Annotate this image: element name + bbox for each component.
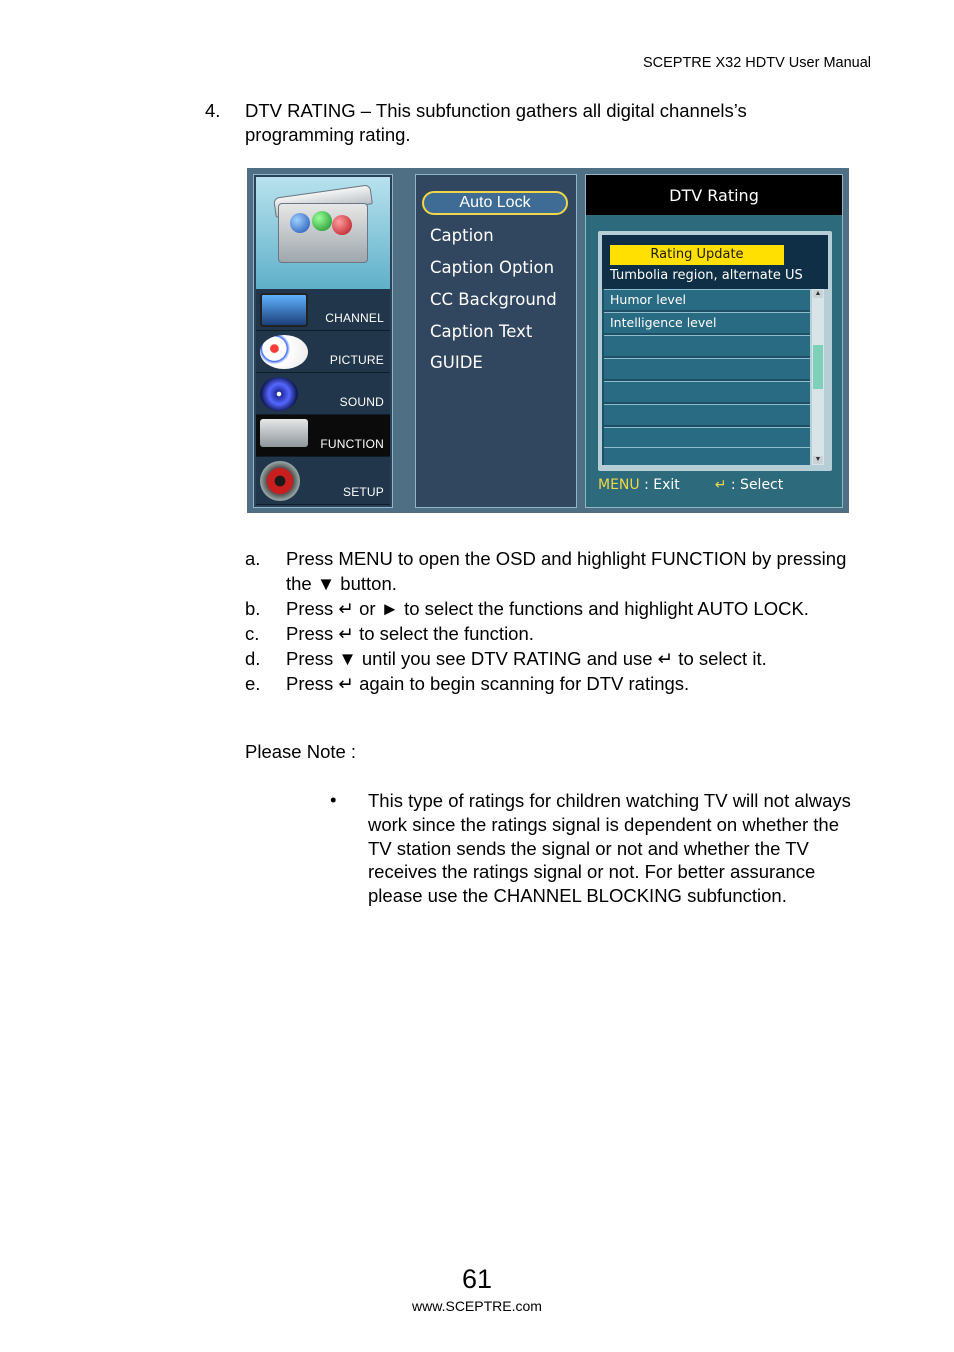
sidebar-item-sound[interactable] xyxy=(256,373,390,415)
rating-row-humor[interactable]: Humor level xyxy=(604,289,810,310)
note-title: Please Note : xyxy=(245,741,357,762)
sidebar-item-label: SETUP xyxy=(342,485,384,499)
speaker-icon xyxy=(260,377,298,411)
rating-scrollbar[interactable] xyxy=(812,289,824,465)
panel-title: DTV Rating xyxy=(586,175,842,215)
menu-item-guide[interactable]: GUIDE xyxy=(430,353,483,372)
sidebar-item-function[interactable] xyxy=(256,415,390,457)
rating-row-empty[interactable] xyxy=(604,404,810,425)
step-item: d. Press ▼ until you see DTV RATING and use ↵ to select it. xyxy=(245,648,767,669)
menu-key-label: MENU xyxy=(598,477,640,493)
manual-title: SCEPTRE X32 HDTV User Manual xyxy=(642,55,871,71)
menu-item-auto-lock[interactable]: Auto Lock xyxy=(422,191,568,215)
osd-sidebar xyxy=(253,174,393,508)
panel-footer xyxy=(598,477,783,493)
region-label: Tumbolia region, alternate US xyxy=(610,268,803,283)
scroll-up-icon[interactable]: ▲ xyxy=(814,290,822,297)
menu-item-cc-background[interactable]: CC Background xyxy=(430,290,557,309)
chest-icon xyxy=(260,419,308,447)
rating-row-empty[interactable] xyxy=(604,358,810,379)
rating-row-empty[interactable] xyxy=(604,447,810,465)
sidebar-item-channel[interactable] xyxy=(256,289,390,331)
scroll-thumb[interactable] xyxy=(813,345,823,389)
dtv-rating-panel xyxy=(585,174,843,508)
menu-item-caption-option[interactable]: Caption Option xyxy=(430,258,555,277)
sidebar-item-label: PICTURE xyxy=(329,353,384,367)
exit-label: : Exit xyxy=(644,477,680,493)
bullet-icon: • xyxy=(330,789,337,810)
instruction-steps xyxy=(245,546,885,696)
tv-icon xyxy=(260,293,308,327)
gear-icon xyxy=(260,461,300,501)
enter-icon: ↵ xyxy=(714,477,727,493)
rating-row-empty[interactable] xyxy=(604,427,810,448)
sidebar-item-picture[interactable] xyxy=(256,331,390,373)
sidebar-item-label: CHANNEL xyxy=(325,311,384,325)
website-link: www.SCEPTRE.com xyxy=(412,1298,542,1314)
sidebar-item-label: SOUND xyxy=(339,395,384,409)
step-item: b. Press ↵ or ► to select the functions and highlight AUTO LOCK. xyxy=(245,598,809,619)
menu-item-caption-text[interactable]: Caption Text xyxy=(430,322,533,341)
treasure-chest-icon xyxy=(256,177,390,291)
page-number: 61 xyxy=(461,1264,493,1294)
scroll-down-icon[interactable]: ▼ xyxy=(814,456,822,463)
section-text: DTV RATING – This subfunction gathers all digital channels’s programming rating. xyxy=(245,100,747,145)
select-label: : Select xyxy=(730,477,784,493)
palette-icon xyxy=(260,335,308,369)
step-item: e. Press ↵ again to begin scanning for DTV ratings. xyxy=(245,673,690,694)
rating-row-empty[interactable] xyxy=(604,335,810,356)
note-text: This type of ratings for children watching TV will not always work since the ratings signal is dependent on whether the TV station sends the signal or not and whether the TV receives the ratings signal or not. For better assurance please use the CHANNEL BLOCKING subfunction. xyxy=(368,790,851,907)
rating-row-empty[interactable] xyxy=(604,381,810,402)
step-item: c. Press ↵ to select the function. xyxy=(245,623,534,644)
rating-update-button[interactable]: Rating Update xyxy=(610,245,784,265)
sidebar-item-setup[interactable] xyxy=(256,457,390,505)
osd-function-menu xyxy=(415,174,577,508)
rating-row-intelligence[interactable]: Intelligence level xyxy=(604,312,810,333)
section-number: 4. xyxy=(205,100,221,121)
step-item: a. Press MENU to open the OSD and highlight FUNCTION by pressing the ▼ button. xyxy=(245,548,847,594)
osd-screenshot xyxy=(247,168,849,513)
sidebar-item-label: FUNCTION xyxy=(320,437,384,451)
menu-item-caption[interactable]: Caption xyxy=(430,226,494,245)
